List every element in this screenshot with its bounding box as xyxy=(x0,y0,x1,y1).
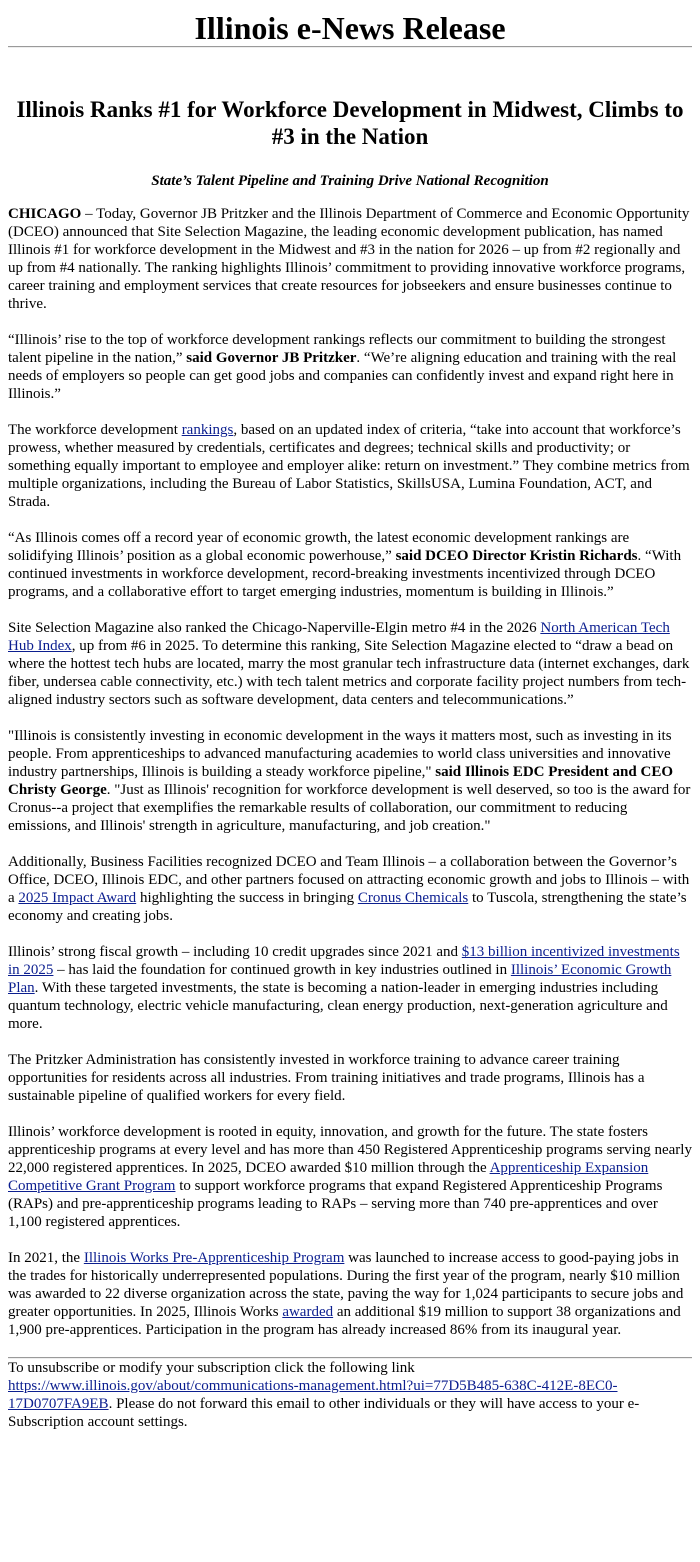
paragraph-text: The workforce development xyxy=(8,422,182,438)
paragraph-text: , up from #6 in 2025. To determine this ranking, Site Selection Magazine elected to “draw a bead on where the hottest tech hubs are located, marry the most granular tech infrastructure data (internet exchanges, dark fiber, undersea cable connectivity, etc.) with tech talent metrics and corporate facility project numbers from tech-aligned industry sectors such as software development, data centers and telecommunications.” xyxy=(8,638,690,708)
dateline: CHICAGO xyxy=(8,206,82,222)
paragraph-edc-quote xyxy=(8,727,692,835)
incentivized-investments-link[interactable]: $13 billion incentivized investments in 2025 xyxy=(8,944,680,978)
paragraph-text: Illinois’ strong fiscal growth – including 10 credit upgrades since 2021 and xyxy=(8,944,462,960)
paragraph-text: – has laid the foundation for continued growth in key industries outlined in xyxy=(53,962,511,978)
paragraph-text: Site Selection Magazine also ranked the Chicago-Naperville-Elgin metro #4 in the 2026 xyxy=(8,620,541,636)
paragraph-tech-hub xyxy=(8,619,692,709)
unsubscribe-notice xyxy=(8,1359,692,1431)
paragraph-dateline xyxy=(8,205,692,313)
paragraph-text: was launched to increase access to good-paying jobs in the trades for historically underrepresented populations. During the first year of the program, nearly $10 million was awarded to 22 diverse organization across the state, paving the way for 1,024 participants to secure jobs and greater opportunities. In 2025, Illinois Works xyxy=(8,1250,684,1320)
paragraph-dceo-quote xyxy=(8,529,692,601)
paragraph-text: . “With continued investments in workforce development, record-breaking investments incentivized through DCEO programs, and a collaborative effort to target emerging industries, momentum is building in Illinois.” xyxy=(8,548,682,600)
illinois-works-program-link[interactable]: Illinois Works Pre-Apprenticeship Program xyxy=(83,1250,345,1266)
paragraph-rankings xyxy=(8,421,692,511)
article-subheadline: State’s Talent Pipeline and Training Drive National Recognition xyxy=(151,173,549,189)
paragraph-text: . Please do not forward this email to other individuals or they will have access to your e-Subscription account settings. xyxy=(8,1396,640,1430)
paragraph-text: . With these targeted investments, the state is becoming a nation-leader in emerging industries including quantum technology, electric vehicle manufacturing, clean energy production, next-generation agriculture and more. xyxy=(8,980,668,1032)
paragraph-text: Additionally, Business Facilities recognized DCEO and Team Illinois – a collaboration between the Governor’s Office, DCEO, Illinois EDC, and other partners focused on attracting economic growth and jobs to Illinois – with a xyxy=(8,854,690,906)
impact-award-link[interactable]: 2025 Impact Award xyxy=(18,890,137,906)
paragraph-text: "Illinois is consistently investing in economic development in the ways it matters most, such as investing in its people. From apprenticeships to advanced manufacturing academies to world class universities and innovative industry partnerships, Illinois is building a steady workforce pipeline," xyxy=(8,728,672,780)
header-divider xyxy=(8,46,692,48)
paragraph-workforce-training: The Pritzker Administration has consistently invested in workforce training to advance career training opportunities for residents across all industries. From training initiatives and trade programs, Illinois has a sustainable pipeline of qualified workers for every field. xyxy=(8,1052,645,1104)
paragraph-illinois-works xyxy=(8,1249,692,1339)
masthead-title: Illinois e-News Release xyxy=(194,10,506,46)
paragraph-text: to support workforce programs that expand Registered Apprenticeship Programs (RAPs) and pre-apprenticeship programs leading to RAPs – serving more than 740 pre-apprentices and over 1,100 registered apprentices. xyxy=(8,1178,663,1230)
paragraph-text: “As Illinois comes off a record year of economic growth, the latest economic development rankings are solidifying Illinois’ position as a global economic powerhouse,” xyxy=(8,530,630,564)
speaker-attribution: said Illinois EDC President and CEO Christy George xyxy=(8,764,673,798)
unsubscribe-link[interactable]: https://www.illinois.gov/about/communications-management.html?ui=77D5B485-638C-412E-8EC0-17D0707FA9EB xyxy=(8,1378,618,1412)
economic-growth-plan-link[interactable]: Illinois’ Economic Growth Plan xyxy=(8,962,672,996)
cronus-chemicals-link[interactable]: Cronus Chemicals xyxy=(357,890,469,906)
paragraph-text: To unsubscribe or modify your subscription click the following link xyxy=(8,1360,415,1376)
paragraph-text: . “We’re aligning education and training with the real needs of employers so people can get good jobs and companies can confidently invest and expand right here in Illinois.” xyxy=(8,350,677,402)
tech-hub-index-link[interactable]: North American Tech Hub Index xyxy=(8,620,670,654)
paragraph-text: to Tuscola, strengthening the state’s economy and creating jobs. xyxy=(8,890,687,924)
paragraph-apprenticeships xyxy=(8,1123,692,1231)
speaker-attribution: said DCEO Director Kristin Richards xyxy=(395,548,638,564)
speaker-attribution: said Governor JB Pritzker xyxy=(186,350,357,366)
article-headline: Illinois Ranks #1 for Workforce Development in Midwest, Climbs to #3 in the Nation xyxy=(16,97,684,149)
rankings-link[interactable]: rankings xyxy=(181,422,234,438)
paragraph-text: . "Just as Illinois' recognition for workforce development is well deserved, so too is the award for Cronus--a project that exemplifies the remarkable results of collaboration, our commitment to reducing emissions, and Illinois' strength in agriculture, manufacturing, and job creation." xyxy=(8,782,691,834)
awarded-link[interactable]: awarded xyxy=(282,1304,334,1320)
paragraph-text: – Today, Governor JB Pritzker and the Illinois Department of Commerce and Economic Opportunity (DCEO) announced that Site Selection Magazine, the leading economic development publication, has named Illinois #1 for workforce development in the Midwest and #3 in the nation for 2026 – up from #2 regionally and up from #4 nationally. The ranking highlights Illinois’ commitment to providing innovative workforce programs, career training and employment services that create resources for jobseekers and ensure businesses continue to thrive. xyxy=(8,206,690,312)
paragraph-text: an additional $19 million to support 38 organizations and 1,900 pre-apprentices. Participation in the program has already increased 86% from its inaugural year. xyxy=(8,1304,681,1338)
paragraph-text: Illinois’ workforce development is rooted in equity, innovation, and growth for the future. The state fosters apprenticeship programs at every level and has more than 450 Registered Apprenticeship programs serving nearly 22,000 registered apprentices. In 2025, DCEO awarded $10 million through the xyxy=(8,1124,692,1176)
paragraph-text: highlighting the success in bringing xyxy=(136,890,358,906)
paragraph-fiscal-growth xyxy=(8,943,692,1033)
paragraph-text: , based on an updated index of criteria, “take into account that workforce’s prowess, whether measured by credentials, certificates and degrees; technical skills and productivity; or something equally important to employee and employer alike: return on investment.” They combine metrics from multiple organizations, including the Bureau of Labor Statistics, SkillsUSA, Lumina Foundation, ACT, and Strada. xyxy=(8,422,690,510)
paragraph-text: In 2021, the xyxy=(8,1250,84,1266)
paragraph-governor-quote xyxy=(8,331,692,403)
apprenticeship-grant-program-link[interactable]: Apprenticeship Expansion Competitive Grant Program xyxy=(8,1160,649,1194)
paragraph-impact-award xyxy=(8,853,692,925)
paragraph-text: “Illinois’ rise to the top of workforce development rankings reflects our commitment to building the strongest talent pipeline in the nation,” xyxy=(8,332,666,366)
